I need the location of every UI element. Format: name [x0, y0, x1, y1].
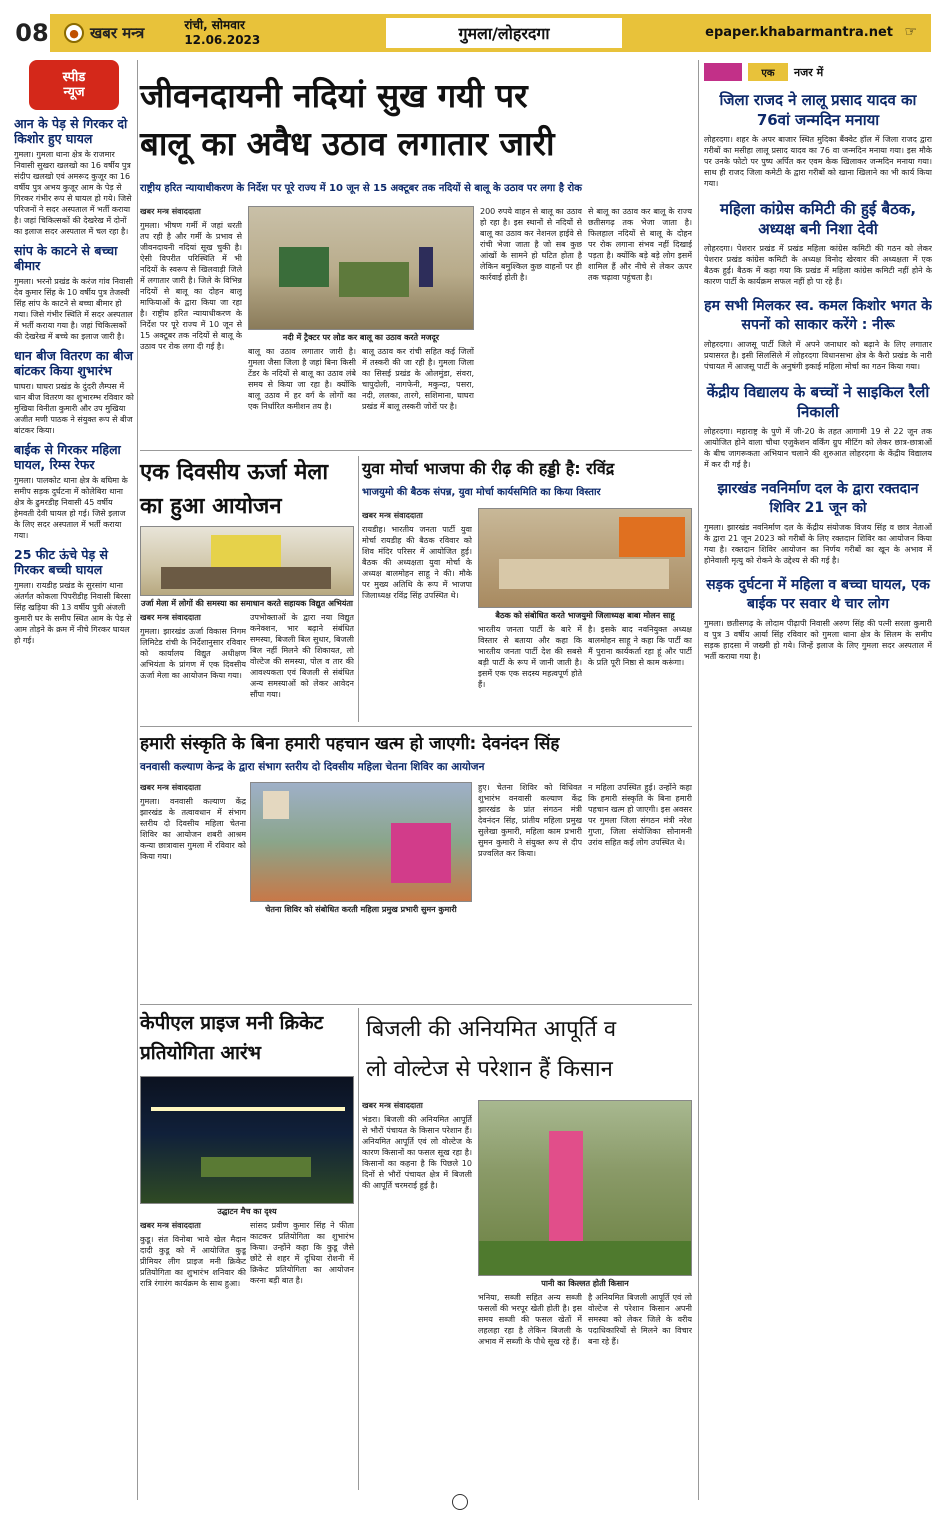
- brief-story: [14, 116, 134, 237]
- main-col2: [248, 346, 356, 446]
- photo-caption: उर्जा मेला में लोगों की समस्या का समाधान करते सहायक विद्युत अभियंता: [141, 599, 353, 608]
- right-story-title: हम सभी मिलकर स्व. कमल किशोर भगत के सपनों को साकार करेंगे : नीरू: [704, 298, 932, 333]
- photo-caption: उद्घाटन मैच का दृश्य: [217, 1207, 277, 1216]
- main-col5: [588, 206, 692, 446]
- culture-col1: [140, 782, 246, 1002]
- city-day: रांची, सोमवार: [184, 18, 245, 32]
- brand-name: खबर मन्त्र: [90, 24, 145, 42]
- main-col1-text: गुमला। भीषण गर्मी में जहां धरती तप रही है और गर्मी के प्रभाव से जीवनदायनी नदियां सूख चुकी है। ऐसी विपरीत परिस्थिति में भी नदियों के स्वरूप से खिलवाड़ी जिले में लगातार जारी है। जिले के विभिन्न नदियों से बालू का दोहन बालू माफियाओं के द्वारा किया जा रहा है। राष्ट्रीय हरित न्यायाधीकरण के निर्देश पर पूरे राज्य में 10 जून से 15 अक्टूबर तक नदियों से बालू के उठाव पर रोक लगा दी गई है।: [140, 221, 242, 351]
- speed-news-column: [14, 60, 134, 1500]
- energy-fair-col2: [250, 612, 354, 722]
- photo-caption: नदी में ट्रैक्टर पर लोड कर बालू का उठाव करते मजदूर: [282, 333, 440, 342]
- culture-col2: [478, 782, 582, 1002]
- pointer-icon: ☞: [904, 24, 917, 40]
- yuva-morcha-col2: [478, 624, 582, 722]
- right-story: [704, 90, 932, 189]
- brief-title: सांप के काटने से बच्चा बीमार: [14, 243, 118, 273]
- badge-bottom: न्यूज: [63, 85, 85, 100]
- culture-camp-photo: [250, 782, 472, 902]
- farmers-col1: [362, 1100, 472, 1490]
- byline: खबर मन्त्र संवाददाता: [140, 207, 201, 216]
- farmers-col3: [588, 1292, 692, 1490]
- right-story-title: महिला कांग्रेस कमिटी की हुई बैठक, अध्यक्ष बनी निशा देवी: [719, 200, 917, 238]
- main-headline-line2: बालू का अवैध उठाव लगातार जारी: [140, 124, 555, 163]
- speed-news-badge: [29, 60, 119, 110]
- yuva-morcha-text2: भारतीय जनता पार्टी के बारे में विस्तार से बताया और कहा कि भारतीय जनता पार्टी देश की सबसे बड़ी पार्टी के रूप में जानी जाती है। इसमें एक एक सदस्य महत्वपूर्ण होते हैं।: [478, 625, 582, 689]
- yuva-morcha-subheadline: भाजयुमो की बैठक संपन्न, युवा मोर्चा कार्यसमिति का किया विस्तार: [362, 487, 601, 498]
- badge-top: स्पीड: [62, 70, 86, 85]
- main-col3-text: बालू उठाव कर रांची सहित कई जिलों में तस्करी की जा रही है। गुमला जिला का सिसई प्रखंड के ओलमुंडा, संवरा, चापुदोली, नागफेनी, मकुन्दा, पसरा, नदी, ललका, तारगे, सशिमाना, घाघरा प्रखंड में बालू तस्करी जोरों पर है।: [362, 347, 474, 411]
- main-col2-text: बालू का उठाव लगातार जारी है। गुमला जैसा जिला है जहां बिना किसी टेंडर के नदियों से बालू का उठाव लंबे समय से किया जा रहा है। क्योंकि बालू उठाव में हर वर्ग के लोगों का एक निर्धारित कमीशन तय है।: [248, 347, 356, 411]
- row-divider: [140, 726, 692, 727]
- yuva-morcha-col1: [362, 510, 472, 722]
- main-subheadline: राष्ट्रीय हरित न्यायाधीकरण के निर्देश पर पूरे राज्य में 10 जून से 15 अक्टूबर तक नदियों से बालू के उठाव पर लगा है रोक: [140, 183, 582, 194]
- culture-text3: न महिला उपस्थित हुई। उन्होंने कहा कि हमारी संस्कृति के बिना हमारी पहचान खत्म हो जाएगी। इस अवसर पर गुमला जिला संगठन मंत्री नरेश गुप्ता, जिला संयोजिका सोनामनी उरांव सहित कई लोग उपस्थित थे।: [588, 783, 692, 847]
- brief-story: [14, 442, 134, 541]
- tag-title: नजर में: [794, 65, 824, 79]
- yuva-morcha-photo: [478, 508, 692, 608]
- energy-fair-text2: उपभोक्ताओं के द्वारा नया विद्युत कनेक्शन, भार बढ़ाने संबंधित समस्या, बिजली बिल सुधार, बिजली बिल नहीं मिलने की शिकायत, लो वोल्टेज की समस्या, पोल व तार की आवश्यकता एवं बिजली से संबंधित अन्य समस्याओं को लेकर आवेदन सौंपा गया।: [250, 613, 354, 699]
- main-col4: [480, 206, 582, 446]
- ek-nazar-column: [704, 62, 932, 1502]
- main-col1: [140, 206, 242, 446]
- kpl-headline: केपीएल प्राइज मनी क्रिकेट प्रतियोगिता आरंभ: [140, 1012, 324, 1064]
- culture-subheadline: वनवासी कल्याण केन्द्र के द्वारा संभाग स्तरीय दो दिवसीय महिला चेतना शिविर का आयोजन: [140, 761, 485, 773]
- culture-text1: गुमला। वनवासी कल्याण केंद्र झारखंड के तत्वावधान में संभाग स्तरीय दो दिवसीय महिला चेतना शिविर का आयोजन शबरी आश्रम कन्या छात्रावास गुमला में रविवार को किया गया।: [140, 797, 246, 861]
- main-headline-line1: जीवनदायनी नदियां सुख गयी पर: [140, 76, 528, 115]
- energy-fair-headline: एक दिवसीय ऊर्जा मेला का हुआ आयोजन: [140, 460, 329, 519]
- tag-small: एक: [748, 63, 788, 81]
- culture-text2: हुए। चेतना शिविर को विधिवत शुभारंभ वनवासी कल्याण केंद्र झारखंड के प्रांत संगठन मंत्री देवनंदन सिंह, प्रांतीय महिला प्रमुख सुलेखा कुमारी, महिला काम प्रभारी सुमन कुमारी ने संयुक्त रूप से दीप प्रज्वलित कर किया।: [478, 783, 582, 858]
- culture-headline: हमारी संस्कृति के बिना हमारी पहचान खत्म हो जाएगी: देवनंदन सिंह: [140, 734, 560, 754]
- kpl-text2: सांसद प्रवीण कुमार सिंह ने फीता काटकर प्रतियोगिता का शुभारंभ किया। उन्होंने कहा कि कुडू जैसे छोटे से शहर में दूधिया रोशनी में क्रिकेट प्रतियोगिता का आयोजन करना बड़ी बात है।: [250, 1221, 354, 1285]
- right-story-text: गुमला। झारखंड नवनिर्माण दल के केंद्रीय संयोजक विजय सिंह व छात्र नेताओं के द्वारा 21 जून 2023 को गरीबों के लिए रक्तदान शिविर का आयोजन किया गया है। रक्तदान शिविर आयोजन का निर्णय गरीबों का खून के अभाव में होनेवाली मृत्यु को रोकने के उद्देश्य से की गई है।: [704, 523, 932, 565]
- photo-caption: बैठक को संबोधित करते भाजयुमो जिलाध्यक्ष बाबा मोलन साहू: [495, 611, 675, 620]
- brief-story: [14, 547, 134, 646]
- epaper-url[interactable]: epaper.khabarmantra.net: [705, 25, 893, 40]
- yuva-morcha-text3: है। इसके बाद नवनियुक्त अध्यक्ष बालमोहन साहू ने कहा कि पार्टी का मैं पुराना कार्यकर्ता रहा हूं और पार्टी के प्रति पूरी निष्ठा से काम करूंगा।: [588, 625, 692, 667]
- brief-story: [14, 243, 134, 342]
- brief-text: गुमला। रायडीह प्रखंड के सुरसांग थाना अंतर्गत कोकला पिपरीडीह निवासी बिरसा सिंह खड़िया की 13 वर्षीय पुत्री अंजली कुमारी घर के समीप स्थित आम के पेड़ से आम तोड़ने के क्रम में नीचे गिरकर घायल हो गई।: [14, 581, 132, 645]
- tag-icon: [704, 63, 742, 81]
- kpl-col1: [140, 1220, 246, 1490]
- farmers-text3: है अनियमित बिजली आपूर्ति एवं लो वोल्टेज से परेशान किसान अपनी समस्या को लेकर जिले के वरीय पदाधिकारियों से मिलने का विचार बना रहे हैं।: [588, 1293, 692, 1346]
- issue-date: 12.06.2023: [184, 33, 261, 47]
- right-story-title: जिला राजद ने लालू प्रसाद यादव का 76वां जन्मदिन मनाया: [719, 91, 917, 129]
- right-story: [704, 382, 932, 470]
- brief-title: 25 फीट ऊंचे पेड़ से गिरकर बच्ची घायल: [14, 547, 108, 577]
- row-divider: [140, 450, 692, 451]
- page-number: 08: [14, 14, 50, 52]
- yuva-morcha-text1: रायडीह। भारतीय जनता पार्टी युवा मोर्चा रायडीह की बैठक रविवार को शिव मंदिर परिसर में आयोजित हुई। बैठक की अध्यक्षता युवा मोर्चा के अध्यक्ष बालमोहन साहू ने की। मौके पर मुख्य अतिथि के रूप में भाजपा जिलाध्यक्ष रविंद्र सिंह उपस्थित थे।: [362, 525, 472, 600]
- energy-fair-photo: [140, 526, 354, 596]
- byline: खबर मन्त्र संवाददाता: [362, 511, 423, 520]
- brief-story: [14, 348, 134, 436]
- brief-text: गुमला। भरनो प्रखंड के करंज गांव निवासी देव कुमार सिंह के 10 वर्षीय पुत्र तेजस्वी सिंह सांप के काटने से बच्चा बीमार हो गया। जिसे गंभीर स्थिति में सदर अस्पताल में भर्ती कराया गया है। जहां चिकित्सकों की देखरेख में बच्चे का इलाज जारी है।: [14, 277, 133, 341]
- registration-mark-icon: [452, 1494, 468, 1510]
- culture-col3: [588, 782, 692, 1002]
- right-story: [704, 480, 932, 566]
- right-story-text: लोहरदगा। महाराष्ट्र के पुणे में जी-20 के तहत आगामी 19 से 22 जून तक आयोजित होने वाला चौथा एजुकेशन वर्किंग ग्रुप मीटिंग को लेकर छात्र-छात्राओं के बीच जागरूकता अभियान चलाने की शुरुआत लोहरदगा के केंद्रीय विद्यालय में कर दी गई है।: [704, 427, 932, 469]
- cricket-photo: [140, 1076, 354, 1204]
- farmers-headline: [366, 1010, 692, 1090]
- yuva-morcha-headline: युवा मोर्चा भाजपा की रीढ़ की हड्डी है: रविंद्र: [362, 459, 615, 478]
- brief-text: गुमला। पालकोट थाना क्षेत्र के बघिमा के समीप सड़क दुर्घटना में कोलेबिरा थाना क्षेत्र के ढुमरडीह निवासी 45 वर्षीय हेमवती देवी घायल हो गई। जिसे इलाज के लिए सदर अस्पताल में भर्ती कराया गया।: [14, 476, 128, 540]
- right-story-title: सड़क दुर्घटना में महिला व बच्चा घायल, एक बाईक पर सवार थे चार लोग: [706, 577, 930, 612]
- right-story-title: केंद्रीय विद्यालय के बच्चों ने साइकिल रैली निकाली: [706, 383, 930, 421]
- main-col5-text: से बालू का उठाव कर बालू के राज्य छतीसगढ़ तक भेजा जाता है। फिलहाल नदियों से बालू के दोहन पर रोक लगाना संभव नहीं दिखाई पड़ता है। क्योंकि बड़े बड़े लोग इसमें शामिल हैं और नीचे से लेकर ऊपर तक चढ़ावा पहुंचता है।: [588, 207, 692, 282]
- column-divider: [358, 456, 359, 722]
- column-divider: [698, 60, 699, 1500]
- byline: खबर मन्त्र संवाददाता: [140, 613, 201, 622]
- kpl-text1: कुडू। संत विनोबा भावे खेल मैदान दादी कुडू को में आयोजित कुडू प्रीमियर लीग प्राइज मनी क्रिकेट प्रतियोगिता का शुभारंभ शनिवार की रात्रि रंगारंग कार्यक्रम के साथ हुआ।: [140, 1235, 246, 1288]
- right-story-text: गुमला। छतीसगढ़ के लोदाम पीढ़ापी निवासी अरुण सिंह की पत्नी सरला कुमारी व पुत्र 3 वर्षीय आर्या सिंह रविवार को गुमला थाना क्षेत्र के सिलम के समीप सड़क हादसा में जख्मी हो गये। जिन्हें इलाज के लिए गुमला सदर अस्पताल में भर्ती कराया गया है।: [704, 619, 932, 661]
- column-divider: [358, 1008, 359, 1490]
- brief-title: बाईक से गिरकर महिला घायल, रिम्स रेफर: [14, 442, 121, 472]
- right-story-text: लोहरदगा। शहर के अपर बाजार स्थित मुदिका बैंक्वेट हॉल में जिला राजद द्वारा गरीबों का मसीहा लालू प्रसाद यादव का 76 वा जन्मदिन मनाया गया। इस मौके पर उनके फोटो पर पुष्प अर्पित कर एवम केक खिलाकर जन्मदिन मनाया गया। साथ ही राजद जिला कमेटी के द्वारा गरीबों को खाना खिलाने का भी कार्य किया गया।: [704, 135, 932, 188]
- page-header: [14, 14, 931, 52]
- farmers-headline-line1: बिजली की अनियमित आपूर्ति व: [366, 1017, 617, 1042]
- right-story-text: लोहरदगा। पेशरार प्रखंड में प्रखंड महिला कांग्रेस कमिटी की गठन को लेकर पेशरार प्रखंड कांग्रेस कमिटी के अध्यक्ष विनोद खेरवार की अध्यक्षता में एक बैठक हुई। बैठक में कहा गया कि प्रखंड में महिला कांग्रेस कमिटी नहीं होने के कारण पार्टी के कार्यक्रम सफल नहीं हो पा रहे हैं।: [704, 244, 932, 286]
- main-col3: [362, 346, 474, 446]
- byline: खबर मन्त्र संवाददाता: [140, 1221, 201, 1230]
- right-story: [704, 297, 932, 372]
- brand-logo[interactable]: [64, 23, 144, 43]
- farmers-text1: भंडरा। बिजली की अनियमित आपूर्ति से भौरों पंचायत के किसान परेशान हैं। अनियमित आपूर्ति एवं लो वोल्टेज के कारण किसानों का फसल सूख रहा है। किसानों का कहना है कि पिछले 10 दिनों से भौरों पंचायत क्षेत्र में बिजली की आपूर्ति चरमराई हुई है।: [362, 1115, 472, 1190]
- byline: खबर मन्त्र संवाददाता: [362, 1101, 423, 1110]
- sand-mining-photo: [248, 206, 474, 330]
- photo-caption: चेतना शिविर को संबोधित करती महिला प्रमुख प्रभारी सुमन कुमारी: [265, 905, 457, 914]
- energy-fair-col1: [140, 612, 246, 722]
- right-story-text: लोहरदगा। आजसू पार्टी जिले में अपने जनाधार को बढ़ाने के लिए लगातार प्रयासरत है। इसी सिलसिले में लोहरदगा विधानसभा क्षेत्र के कैरो प्रखंड के नारी पंचायत में आजसू पार्टी के अनुषंगी इकाई महिला मोर्चा का गठन किया गया।: [704, 340, 932, 371]
- farmers-col2: [478, 1292, 582, 1490]
- brief-title: आन के पेड़ से गिरकर दो किशोर हुए घायल: [14, 116, 128, 146]
- main-col4-text: 200 रुपये वाहन से बालू का उठाव हो रहा है। इस स्थानों से नदियों से बालू का उठाव कर नेशनल हाईवे से रांची भेजा जाता है जो सब कुछ आंखों के सामने हो घटित होता है लेकिन बमुश्किल कुछ वाहनों पर ही कार्रवाई होती है।: [480, 207, 582, 282]
- column-divider: [137, 60, 138, 1500]
- dateline: [184, 18, 260, 48]
- right-story: [704, 576, 932, 662]
- kpl-col2: [250, 1220, 354, 1490]
- brief-text: गुमला। गुमला थाना क्षेत्र के राजमार निवासी सुखरा खलखो का 16 वर्षीय पुत्र संदीप खलखो एवं अमरूद कुजूर का 16 वर्षीय पुत्र अभय कुजूर आम के पेड़ से गिरकर गंभीर रूप से घायल हो गये। जिसे परिजनों ने सदर अस्पताल में भर्ती कराया है। जहां चिकित्सकों की देखरेख में दोनों का इलाज सदर अस्पताल में चल रहा है।: [14, 150, 132, 236]
- right-story-title: झारखंड नवनिर्माण दल के द्वारा रक्तदान शिविर 21 जून को: [717, 481, 919, 516]
- main-headline: [140, 72, 690, 168]
- energy-fair-text1: गुमला। झारखंड ऊर्जा विकास निगम लिमिटेड रांची के निर्देशानुसार रविवार को कार्यालय विद्युत अधीक्षण अभियंता के प्रांगण में एक दिवसीय ऊर्जा मेला का आयोजन किया गया।: [140, 627, 246, 680]
- farmers-text2: भनिया, सब्जी सहित अन्य सब्जी फसलों की भरपूर खेती होती है। इस समय सब्जी की फसल खेतों में लहलहा रहा है लेकिन बिजली के अभाव में सब्जी के पौधे सूख रहे हैं।: [478, 1293, 582, 1346]
- farmers-headline-line2: लो वोल्टेज से परेशान हैं किसान: [366, 1057, 613, 1082]
- section-title: गुमला/लोहरदगा: [386, 18, 622, 48]
- right-story: [704, 199, 932, 287]
- ek-nazar-tag: [704, 62, 932, 82]
- photo-caption: पानी का किल्लत होती किसान: [541, 1279, 629, 1288]
- brief-title: धान बीज वितरण का बीज बांटकर किया शुभारंभ: [14, 348, 133, 378]
- brand-logo-icon: ●: [64, 23, 84, 43]
- farmer-field-photo: [478, 1100, 692, 1276]
- yuva-morcha-col3: [588, 624, 692, 722]
- brief-text: घाघरा। घाघरा प्रखंड के दुंदरी लैम्पस में धान बीज वितरण का शुभारम्भ रविवार को मुखिया विनीता कुमारी और उप मुखिया अजीत मणी पाठक ने संयुक्त रूप से बीज बांटकर किया।: [14, 382, 134, 435]
- row-divider: [140, 1004, 692, 1005]
- byline: खबर मन्त्र संवाददाता: [140, 783, 201, 792]
